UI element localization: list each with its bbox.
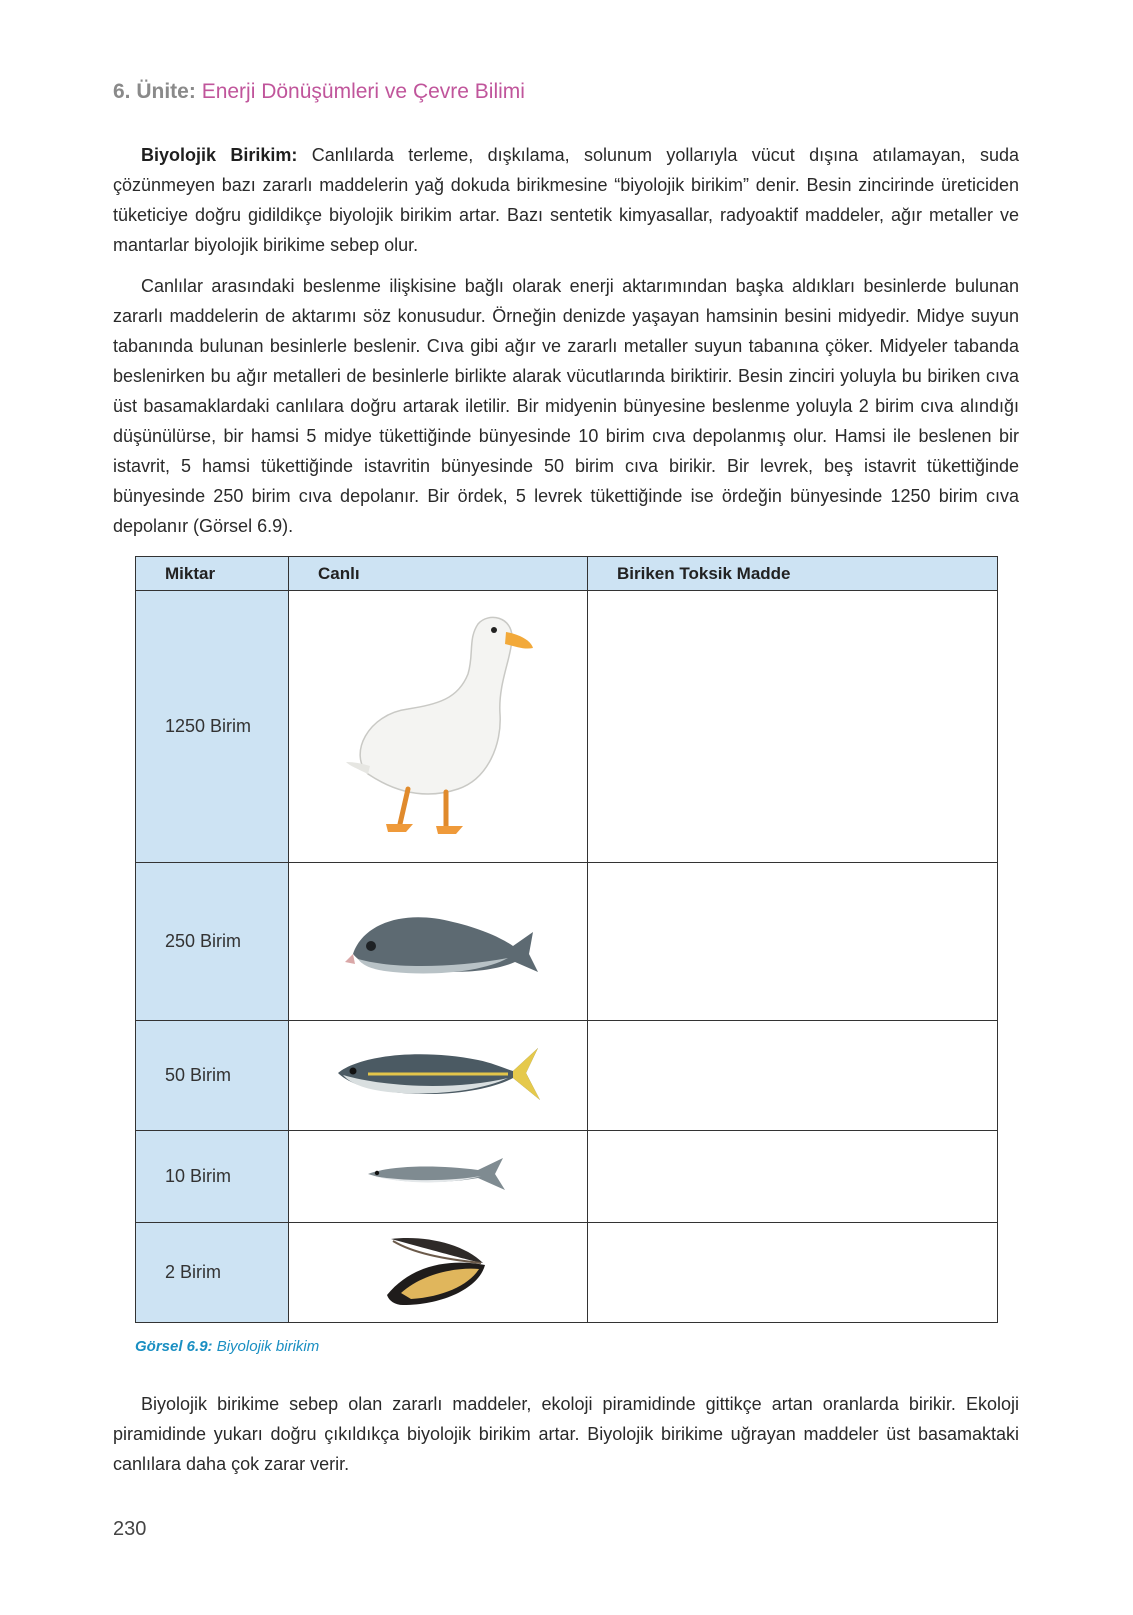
table-row	[136, 1021, 998, 1131]
anchovy-image	[363, 1154, 513, 1194]
amount-cell: 10 Birim	[136, 1131, 289, 1223]
toxin-cell	[588, 863, 998, 1021]
term-bold: Biyolojik Birikim:	[141, 145, 298, 165]
organism-cell	[289, 1223, 588, 1323]
amount-cell: 2 Birim	[136, 1223, 289, 1323]
unit-number: 6. Ünite:	[113, 80, 196, 103]
paragraph-biyolojik-birikim	[113, 140, 1019, 260]
amount-cell: 250 Birim	[136, 863, 289, 1021]
paragraph-conclusion	[113, 1389, 1019, 1479]
organism-cell	[289, 863, 588, 1021]
mussel-image	[383, 1233, 493, 1308]
unit-header	[113, 80, 525, 104]
table-row	[136, 591, 998, 863]
duck-image	[328, 604, 548, 844]
paragraph-food-chain	[113, 271, 1019, 541]
organism-cell	[289, 1131, 588, 1223]
unit-title: Enerji Dönüşümleri ve Çevre Bilimi	[201, 80, 525, 103]
table-header-row	[136, 557, 998, 591]
paragraph-text: Canlılar arasındaki beslenme ilişkisine bağlı olarak enerji aktarımından başka aldıkları besinlerde bulunan zararlı maddelerin de aktarımı söz konusudur. Örneğin denizde yaşayan hamsinin besini midyedir. Midye suyun tabanında bulunan besinlerle beslenir. Cıva gibi ağır ve zararlı metaller suyun tabanına çöker. Midyeler tabanda beslenirken bu ağır metalleri de besinlerle birlikte alarak vücutlarında biriktirir. Besin zinciri yoluyla bu biriken cıva üst basamaklardaki canlılara doğru artarak iletilir. Bir midyenin bünyesine beslenme yoluyla 2 birim cıva alındığı düşünülürse, bir hamsi 5 midye tükettiğinde bünyesinde 10 birim cıva depolanmış olur. Hamsi ile beslenen bir istavrit, 5 hamsi tükettiğinde istavritin bünyesinde 50 birim cıva birikir. Bir levrek, beş istavrit tükettiğinde bünyesinde 250 birim cıva depolanır. Bir ördek, 5 levrek tükettiğinde ise ördeğin bünyesinde 1250 birim cıva depolanır (Görsel 6.9).	[113, 276, 1019, 536]
header-toxin: Biriken Toksik Madde	[588, 557, 998, 591]
table-row	[136, 1131, 998, 1223]
table-row	[136, 863, 998, 1021]
organism-cell	[289, 591, 588, 863]
caption-label: Görsel 6.9:	[135, 1338, 213, 1355]
toxin-cell	[588, 1021, 998, 1131]
caption-text: Biyolojik birikim	[216, 1338, 320, 1355]
figure-caption	[135, 1338, 319, 1355]
table-row	[136, 1223, 998, 1323]
amount-cell: 50 Birim	[136, 1021, 289, 1131]
paragraph-text: Biyolojik birikime sebep olan zararlı maddeler, ekoloji piramidinde gittikçe artan oranlarda birikir. Ekoloji piramidinde yukarı doğru çıkıldıkça biyolojik birikim artar. Biyolojik birikime uğrayan maddeler üst basamaktaki canlılara daha çok zarar verir.	[113, 1394, 1019, 1474]
horse-mackerel-image	[328, 1038, 548, 1108]
amount-cell: 1250 Birim	[136, 591, 289, 863]
toxin-cell	[588, 591, 998, 863]
toxin-cell	[588, 1131, 998, 1223]
page-number: 230	[113, 1518, 147, 1540]
organism-cell	[289, 1021, 588, 1131]
toxin-cell	[588, 1223, 998, 1323]
bioaccumulation-table	[135, 556, 998, 1323]
header-organism: Canlı	[289, 557, 588, 591]
sea-bass-image	[333, 884, 543, 994]
paragraph-text: Canlılarda terleme, dışkılama, solunum yollarıyla vücut dışına atılamayan, suda çözünmeyen bazı zararlı maddelerin yağ dokuda birikmesine “biyolojik birikim” denir. Besin zincirinde üreticiden tüketiciye doğru gidildikçe biyolojik birikim artar. Bazı sentetik kimyasallar, radyoaktif maddeler, ağır metaller ve mantarlar biyolojik birikime sebep olur.	[113, 145, 1019, 255]
header-amount: Miktar	[136, 557, 289, 591]
